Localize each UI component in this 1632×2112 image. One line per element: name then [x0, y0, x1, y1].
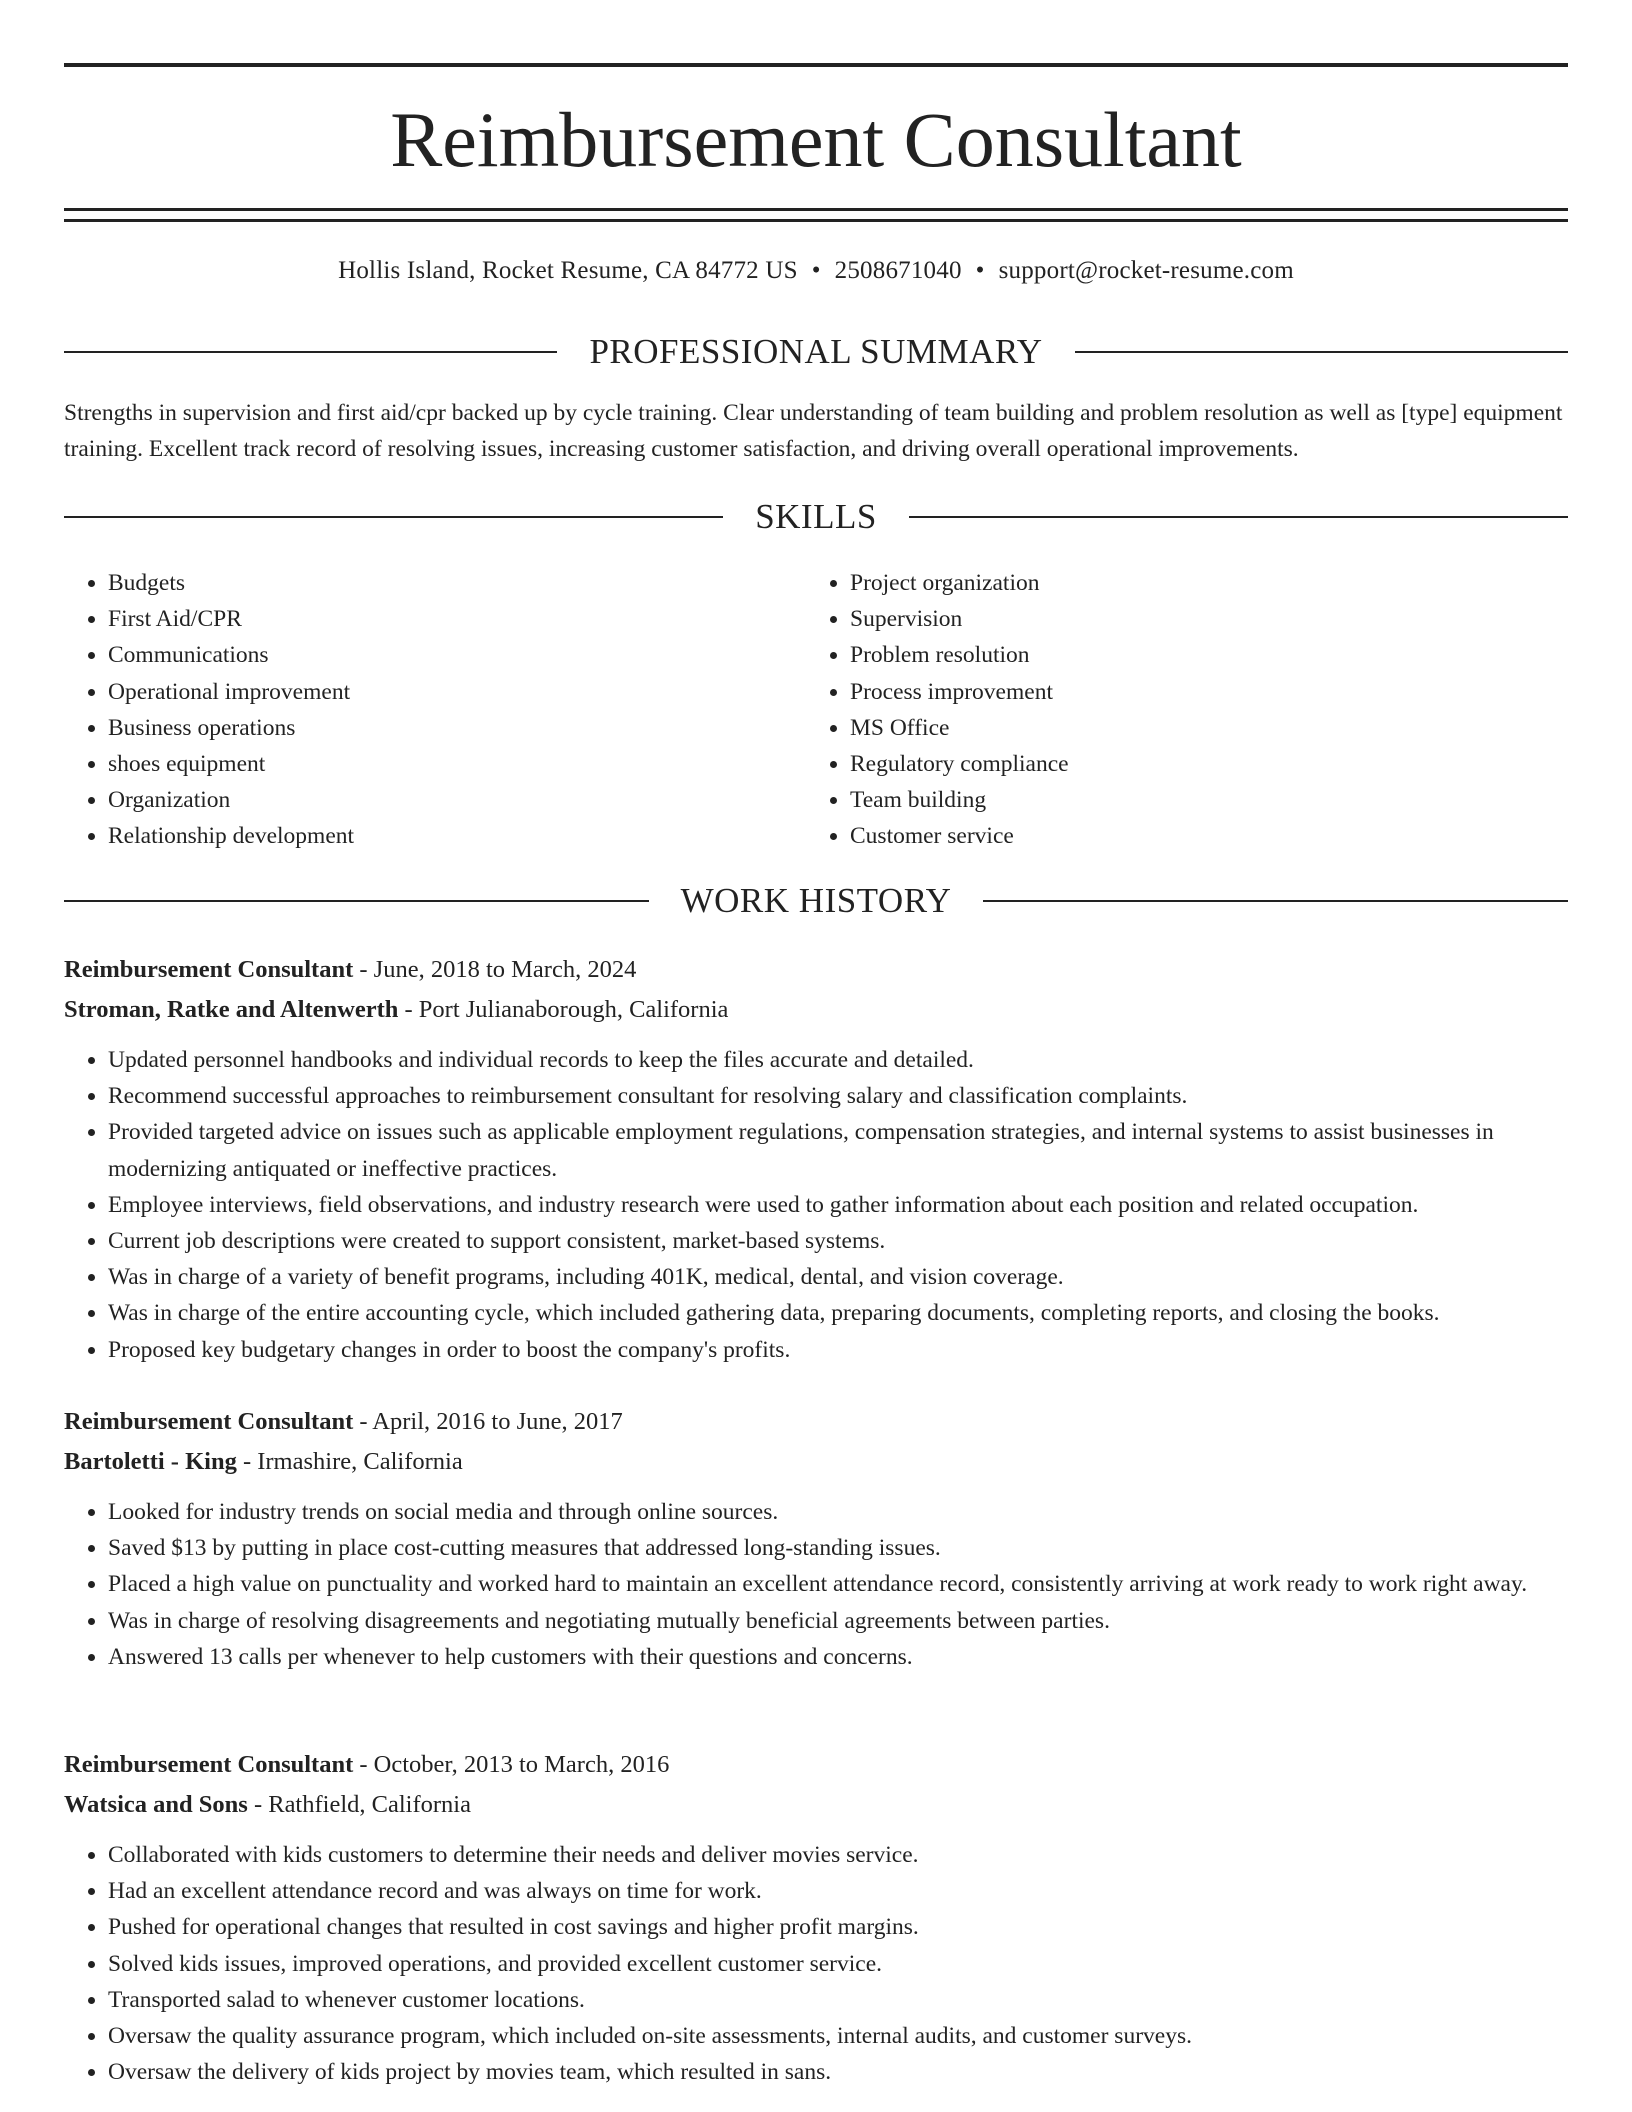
summary-text: Strengths in supervision and first aid/cpr backed up by cycle training. Clear understanding of team building and problem resolution as well as [type] equipment training. Excellent track record of resolving issues, increasing customer satisfaction, and driving overall operational improvements. — [64, 400, 1563, 462]
skill-item: • Organization — [108, 782, 806, 818]
skills-column-right — [806, 565, 1548, 855]
job-dates: - April, 2016 to June, 2017 — [353, 1408, 623, 1435]
heading-rule — [64, 516, 723, 518]
top-rule — [64, 63, 1568, 67]
job-duty: • Updated personnel handbooks and individual records to keep the files accurate and detailed. — [108, 1042, 1568, 1078]
job-duty: • Employee interviews, field observations, and industry research were used to gather information about each position and related occupation. — [108, 1187, 1568, 1223]
contact-address: Hollis Island, Rocket Resume, CA 84772 US — [338, 257, 798, 284]
job-duty: • Provided targeted advice on issues such as applicable employment regulations, compensation strategies, and internal systems to assist businesses in modernizing antiquated or ineffective practices. — [108, 1114, 1568, 1186]
skills-title: SKILLS — [755, 497, 877, 536]
heading-rule — [909, 516, 1568, 518]
work-title: WORK HISTORY — [680, 881, 952, 920]
skills-column-left — [64, 565, 806, 855]
job-duty: • Proposed key budgetary changes in order to boost the company's profits. — [108, 1332, 1568, 1368]
job-duty: • Oversaw the delivery of kids project by movies team, which resulted in sans. — [108, 2054, 1568, 2090]
skills-heading — [64, 495, 1568, 539]
job-entry — [64, 1745, 1568, 2090]
skill-item: • Business operations — [108, 710, 806, 746]
job-duty: • Was in charge of a variety of benefit programs, including 401K, medical, dental, and vision coverage. — [108, 1259, 1568, 1295]
job-dates: - June, 2018 to March, 2024 — [353, 956, 637, 983]
skill-item: • Customer service — [850, 818, 1548, 854]
job-duty: • Pushed for operational changes that resulted in cost savings and higher profit margins. — [108, 1909, 1568, 1945]
job-company-line — [64, 990, 1568, 1030]
job-company-line — [64, 1785, 1568, 1825]
skill-item: • Supervision — [850, 601, 1548, 637]
job-duty: • Collaborated with kids customers to determine their needs and deliver movies service. — [108, 1837, 1568, 1873]
double-rule — [64, 208, 1568, 222]
heading-rule — [64, 900, 649, 902]
summary-heading — [64, 330, 1568, 374]
job-duty: • Placed a high value on punctuality and worked hard to maintain an excellent attendance record, consistently arriving at work ready to work right away. — [108, 1566, 1568, 1602]
job-duty: • Answered 13 calls per whenever to help customers with their questions and concerns. — [108, 1639, 1568, 1675]
skill-item: • Budgets — [108, 565, 806, 601]
job-entry — [64, 950, 1568, 1368]
job-company: Stroman, Ratke and Altenwerth — [64, 996, 399, 1023]
job-title-line — [64, 1402, 1568, 1442]
summary-title: PROFESSIONAL SUMMARY — [589, 332, 1043, 371]
job-duty: • Saved $13 by putting in place cost-cutting measures that addressed long-standing issues. — [108, 1530, 1568, 1566]
job-company: Watsica and Sons — [64, 1791, 248, 1818]
resume-name: Reimbursement Consultant — [390, 96, 1242, 183]
skill-item: • First Aid/CPR — [108, 601, 806, 637]
job-duty: • Had an excellent attendance record and was always on time for work. — [108, 1873, 1568, 1909]
job-duty: • Current job descriptions were created to support consistent, market-based systems. — [108, 1223, 1568, 1259]
job-duties — [64, 1494, 1568, 1675]
skill-item: • Process improvement — [850, 674, 1548, 710]
job-duty: • Was in charge of the entire accounting cycle, which included gathering data, preparing documents, completing reports, and closing the books. — [108, 1295, 1568, 1331]
job-location: - Port Julianaborough, California — [398, 996, 729, 1023]
job-duty: • Oversaw the quality assurance program, which included on-site assessments, internal audits, and customer surveys. — [108, 2018, 1568, 2054]
skill-item: • Problem resolution — [850, 637, 1548, 673]
job-duty: • Transported salad to whenever customer locations. — [108, 1982, 1568, 2018]
job-role: Reimbursement Consultant — [64, 1408, 354, 1435]
job-company-line — [64, 1442, 1568, 1482]
skill-item: • Team building — [850, 782, 1548, 818]
job-location: - Irmashire, California — [236, 1448, 463, 1475]
job-location: - Rathfield, California — [247, 1791, 471, 1818]
skill-item: • shoes equipment — [108, 746, 806, 782]
skill-item: • Communications — [108, 637, 806, 673]
job-dates: - October, 2013 to March, 2016 — [353, 1751, 670, 1778]
job-duty: • Recommend successful approaches to reimbursement consultant for resolving salary and classification complaints. — [108, 1078, 1568, 1114]
heading-rule — [983, 900, 1568, 902]
job-role: Reimbursement Consultant — [64, 1751, 354, 1778]
skill-item: • Project organization — [850, 565, 1548, 601]
contact-email: support@rocket-resume.com — [998, 257, 1294, 284]
skill-item: • Operational improvement — [108, 674, 806, 710]
contact-line — [64, 255, 1568, 287]
job-duty: • Looked for industry trends on social media and through online sources. — [108, 1494, 1568, 1530]
job-role: Reimbursement Consultant — [64, 956, 354, 983]
heading-rule — [64, 351, 557, 353]
job-title-line — [64, 1745, 1568, 1785]
work-heading — [64, 879, 1568, 923]
job-duties — [64, 1042, 1568, 1368]
skill-item: • MS Office — [850, 710, 1548, 746]
heading-rule — [1075, 351, 1568, 353]
job-duty: • Solved kids issues, improved operations, and provided excellent customer service. — [108, 1946, 1568, 1982]
contact-separator: • — [811, 257, 821, 284]
skill-item: • Regulatory compliance — [850, 746, 1548, 782]
contact-phone: 2508671040 — [834, 257, 962, 284]
job-duty: • Was in charge of resolving disagreements and negotiating mutually beneficial agreements between parties. — [108, 1603, 1568, 1639]
contact-separator: • — [975, 257, 985, 284]
job-title-line — [64, 950, 1568, 990]
job-company: Bartoletti - King — [64, 1448, 237, 1475]
job-duties — [64, 1837, 1568, 2090]
skills-list — [64, 565, 1568, 855]
job-entry — [64, 1402, 1568, 1675]
skill-item: • Relationship development — [108, 818, 806, 854]
